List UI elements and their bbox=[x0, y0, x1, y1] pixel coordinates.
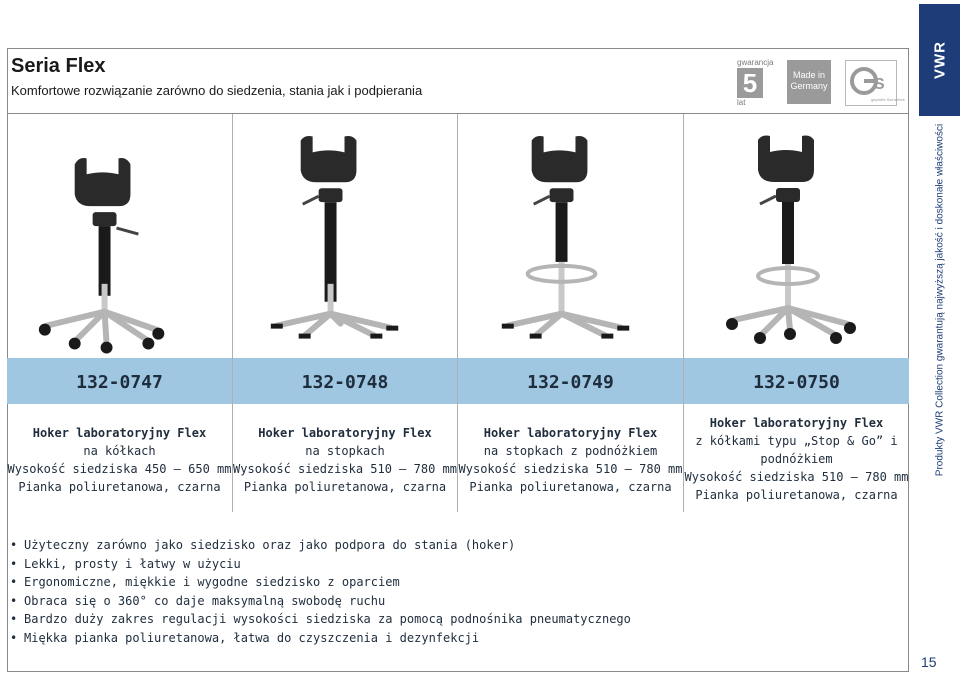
page-number: 15 bbox=[921, 654, 937, 670]
product-name: Hoker laboratoryjny Flex bbox=[483, 426, 658, 440]
page-title: Seria Flex bbox=[11, 55, 106, 77]
product-grid bbox=[7, 114, 909, 512]
product-height: Wysokość siedziska 510 – 780 mm bbox=[233, 462, 457, 476]
stool-image-casters bbox=[7, 134, 232, 354]
stool-image-glides-footring bbox=[458, 134, 683, 354]
product-code: 132-0750 bbox=[753, 372, 840, 393]
list-item: • Miękka pianka poliuretanowa, łatwa do czyszczenia i dezynfekcji bbox=[10, 629, 631, 648]
product-height: Wysokość siedziska 450 – 650 mm bbox=[7, 462, 232, 476]
list-item: • Ergonomiczne, miękkie i wygodne siedzisko z oparciem bbox=[10, 573, 631, 592]
product-variant: z kółkami typu „Stop & Go” i bbox=[695, 434, 898, 448]
product-card bbox=[458, 114, 684, 512]
gs-caption: geprüfte Sicherheit bbox=[871, 97, 905, 102]
feature-list bbox=[10, 536, 631, 647]
page-subtitle: Komfortowe rozwiązanie zarówno do siedzenia, stania jak i podpierania bbox=[11, 83, 423, 98]
product-card bbox=[684, 114, 909, 512]
product-description bbox=[684, 414, 909, 504]
product-name: Hoker laboratoryjny Flex bbox=[258, 426, 432, 440]
product-description bbox=[7, 424, 232, 496]
product-height: Wysokość siedziska 510 – 780 mm bbox=[684, 470, 909, 484]
product-name: Hoker laboratoryjny Flex bbox=[32, 426, 207, 440]
product-card bbox=[7, 114, 233, 512]
product-description bbox=[458, 424, 683, 496]
list-item: • Lekki, prosty i łatwy w użyciu bbox=[10, 555, 631, 574]
warranty-label: gwarancja bbox=[737, 58, 774, 67]
product-height: Wysokość siedziska 510 – 780 mm bbox=[458, 462, 683, 476]
product-code: 132-0747 bbox=[76, 372, 163, 393]
product-variant: na kółkach bbox=[83, 444, 156, 458]
product-code: 132-0749 bbox=[527, 372, 614, 393]
warranty-badge bbox=[737, 58, 773, 106]
warranty-unit: lat bbox=[737, 98, 746, 107]
list-item: • Obraca się o 360° co daje maksymalną swobodę ruchu bbox=[10, 592, 631, 611]
product-material: Pianka poliuretanowa, czarna bbox=[18, 480, 221, 494]
vwr-logo-text: VWR bbox=[931, 41, 948, 79]
product-variant: na stopkach bbox=[305, 444, 385, 458]
sidebar-tagline: Produkty VWR Collection gwarantują najwyższą jakość i doskonałe właściwości bbox=[934, 123, 946, 477]
gs-certification-logo bbox=[845, 60, 905, 106]
product-description bbox=[233, 424, 457, 496]
product-code: 132-0748 bbox=[301, 372, 389, 393]
product-card bbox=[233, 114, 458, 512]
product-material: Pianka poliuretanowa, czarna bbox=[243, 480, 447, 494]
svg-text:S: S bbox=[874, 76, 885, 93]
product-name: Hoker laboratoryjny Flex bbox=[709, 416, 884, 430]
stool-image-glides bbox=[233, 134, 457, 354]
made-in-germany-badge: Made in Germany bbox=[787, 60, 831, 104]
product-variant-cont: podnóżkiem bbox=[760, 452, 833, 466]
header-bar bbox=[7, 48, 909, 114]
product-material: Pianka poliuretanowa, czarna bbox=[469, 480, 672, 494]
list-item: • Bardzo duży zakres regulacji wysokości siedziska za pomocą podnośnika pneumatycznego bbox=[10, 610, 631, 629]
stool-image-casters-footring bbox=[684, 134, 909, 354]
warranty-years: 5 bbox=[737, 68, 763, 98]
list-item: • Użyteczny zarówno jako siedzisko oraz jako podpora do stania (hoker) bbox=[10, 536, 631, 555]
vwr-logo bbox=[919, 4, 960, 116]
product-material: Pianka poliuretanowa, czarna bbox=[695, 488, 898, 502]
product-variant: na stopkach z podnóżkiem bbox=[483, 444, 658, 458]
